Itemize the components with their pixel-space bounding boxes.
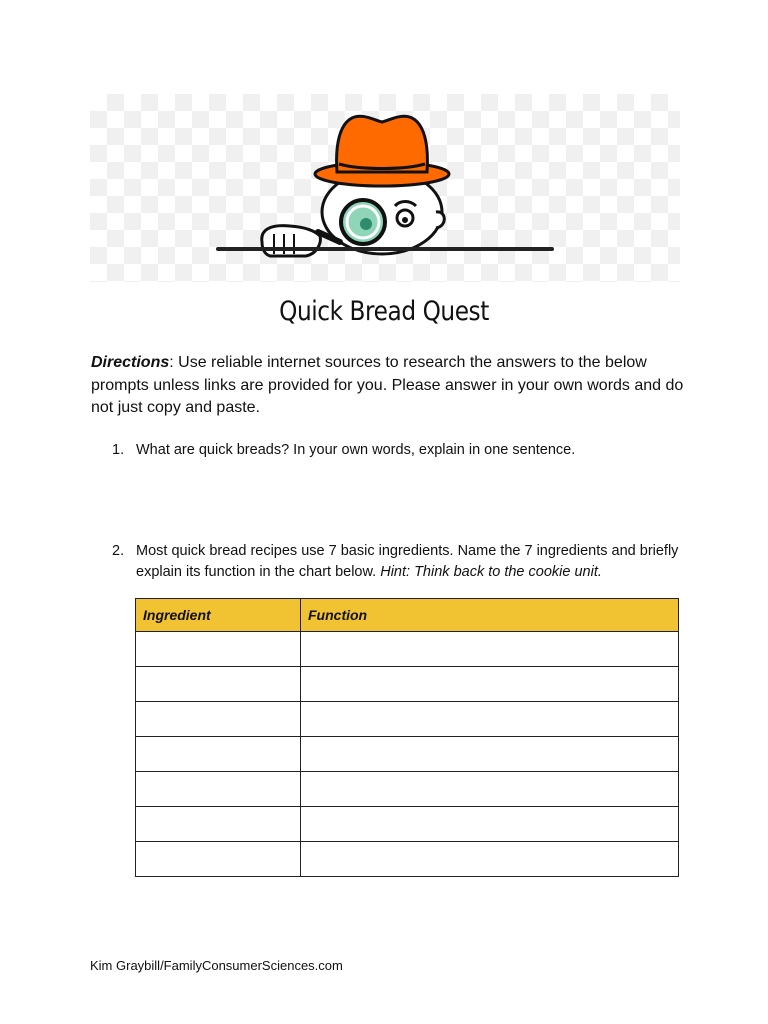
- ingredient-cell[interactable]: [136, 667, 301, 702]
- table-row: [136, 702, 679, 737]
- page-title: Quick Bread Quest: [279, 296, 489, 327]
- detective-icon: [90, 94, 680, 282]
- ingredient-cell[interactable]: [136, 632, 301, 667]
- table-row: [136, 807, 679, 842]
- function-column-header: Function: [301, 599, 679, 632]
- directions-text: : Use reliable internet sources to research the answers to the below prompts unless links are provided for you. Please answer in your own words and do not just copy and paste.: [91, 354, 684, 416]
- function-cell[interactable]: [301, 737, 679, 772]
- ingredient-cell[interactable]: [136, 772, 301, 807]
- function-cell[interactable]: [301, 632, 679, 667]
- table-row: [136, 737, 679, 772]
- footer-credit: Kim Graybill/FamilyConsumerSciences.com: [90, 958, 343, 973]
- question-text: What are quick breads? In your own words, explain in one sentence.: [136, 442, 576, 458]
- question-text: [136, 541, 686, 583]
- hat-crown: [337, 116, 428, 172]
- hand-icon: [262, 226, 321, 256]
- function-cell[interactable]: [301, 702, 679, 737]
- ingredient-function-table: [135, 598, 679, 877]
- function-cell[interactable]: [301, 667, 679, 702]
- ingredient-cell[interactable]: [136, 807, 301, 842]
- function-cell[interactable]: [301, 807, 679, 842]
- directions-paragraph: [91, 352, 686, 420]
- question-hint: Hint: Think back to the cookie unit.: [380, 564, 602, 580]
- detective-illustration: [90, 94, 680, 282]
- question-text-main: Most quick bread recipes use 7 basic ingredients. Name the 7 ingredients and briefly explain its function in the chart below.: [136, 543, 679, 580]
- table-header-row: [136, 599, 679, 632]
- table-row: [136, 772, 679, 807]
- table-row: [136, 842, 679, 877]
- table-row: [136, 667, 679, 702]
- ingredient-cell[interactable]: [136, 842, 301, 877]
- question-number: 2.: [112, 543, 125, 559]
- ingredient-cell[interactable]: [136, 737, 301, 772]
- function-cell[interactable]: [301, 842, 679, 877]
- function-cell[interactable]: [301, 772, 679, 807]
- ingredient-column-header: Ingredient: [136, 599, 301, 632]
- table-row: [136, 632, 679, 667]
- question-number: 1.: [112, 442, 125, 458]
- directions-label: Directions: [91, 354, 170, 371]
- ingredient-cell[interactable]: [136, 702, 301, 737]
